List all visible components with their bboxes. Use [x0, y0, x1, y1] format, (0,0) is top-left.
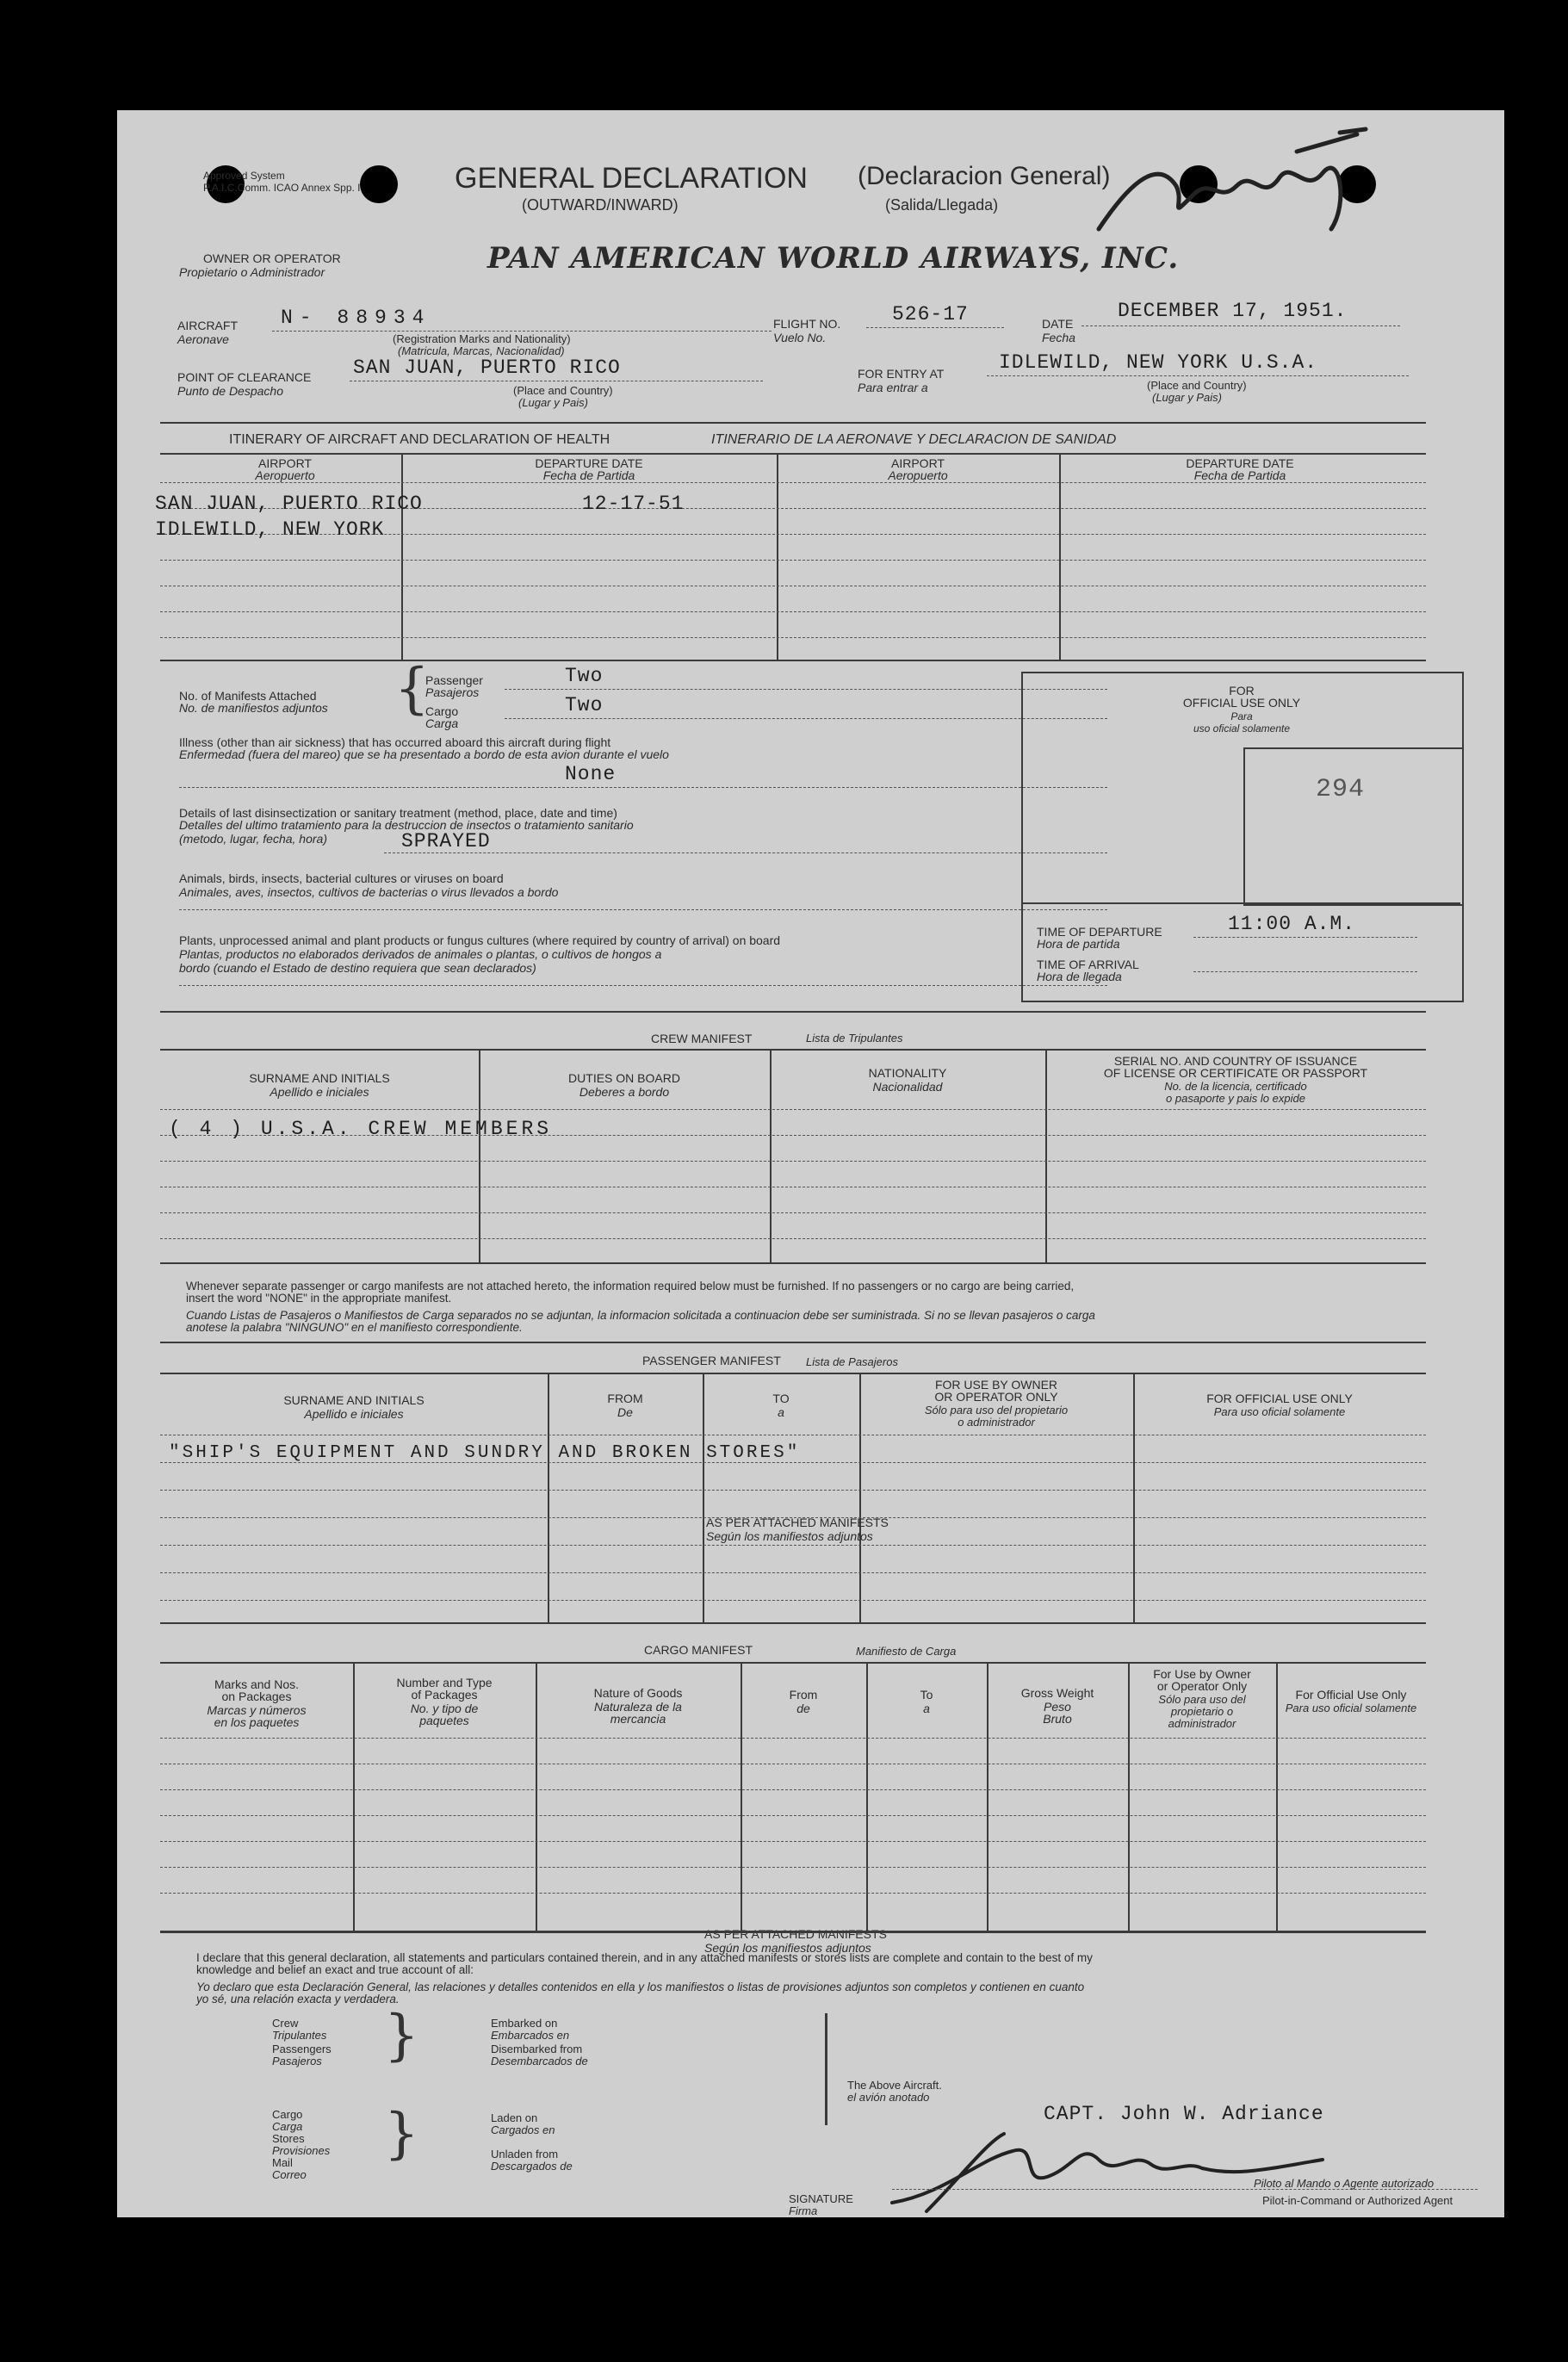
decl-passengers-es: Pasajeros: [272, 2055, 322, 2068]
decl-stores: Stores: [272, 2132, 305, 2145]
notice-text: Whenever separate passenger or cargo manifests are not attached hereto, the information required below must be furnished. If no passengers or no cargo are being carried,: [186, 1280, 1075, 1293]
cargo-attached: AS PER ATTACHED MANIFESTS: [704, 1927, 887, 1941]
clearance-value: SAN JUAN, PUERTO RICO: [353, 356, 621, 379]
decl-disembarked: Disembarked from: [491, 2043, 583, 2055]
cargo-col-weight: Gross Weight: [1020, 1686, 1094, 1700]
departure-label-es: Hora de partida: [1037, 937, 1120, 951]
col-departure-2-es: Fecha de Partida: [1193, 468, 1286, 482]
pax-col-surname-es: Apellido e iniciales: [304, 1407, 404, 1421]
pax-col-official: FOR OFFICIAL USE ONLY: [1206, 1392, 1353, 1405]
flight-label: FLIGHT NO.: [773, 317, 841, 331]
pax-col-to: TO: [772, 1392, 790, 1405]
decl-crew: Crew: [272, 2017, 299, 2030]
pax-attached-es: Según los manifiestos adjuntos: [706, 1529, 873, 1543]
pax-entry: "SHIP'S EQUIPMENT AND SUNDRY AND BROKEN STORES": [169, 1443, 801, 1463]
disinsect-value: SPRAYED: [401, 830, 491, 852]
official-inner-box: [1243, 747, 1464, 906]
brace: }: [384, 2004, 419, 2068]
col-airport-2-es: Aeropuerto: [888, 468, 948, 482]
flight-value: 526-17: [892, 303, 969, 325]
pax-col-official-es: Para uso oficial solamente: [1213, 1405, 1346, 1418]
pax-col-surname: SURNAME AND INITIALS: [283, 1393, 425, 1407]
passenger-label: Passenger: [425, 673, 483, 687]
crew-col-duties: DUTIES ON BOARD: [568, 1071, 680, 1085]
cargo-col-number-es2: paquetes: [419, 1714, 469, 1727]
decl-cargo-es: Carga: [272, 2120, 303, 2133]
crew-col-surname-es: Apellido e iniciales: [270, 1085, 369, 1099]
decl-mail: Mail: [272, 2156, 293, 2169]
aircraft-note: (Registration Marks and Nationality): [393, 332, 571, 345]
decl-embarked-es: Embarcados en: [491, 2029, 570, 2042]
official-label2: OFFICIAL USE ONLY: [1182, 696, 1301, 710]
cargo-attached-es: Según los manifiestos adjuntos: [704, 1941, 871, 1955]
decl-laden: Laden on: [491, 2111, 538, 2124]
illness-value: None: [565, 763, 617, 785]
aircraft-value: N- 88934: [281, 307, 431, 329]
cargo-col-owner: For Use by Owner: [1153, 1667, 1251, 1681]
brace: }: [384, 2102, 419, 2166]
form-subtitle: (OUTWARD/INWARD): [522, 196, 679, 214]
decl-crew-es: Tripulantes: [272, 2029, 327, 2042]
crew-col-duties-es: Deberes a bordo: [579, 1085, 670, 1099]
itinerary-row-airport: IDLEWILD, NEW YORK: [155, 518, 385, 541]
notice-text-es: anotese la palabra "NINGUNO" en el manifiesto correspondiente.: [186, 1321, 523, 1334]
cargo-title-es: Manifiesto de Carga: [856, 1645, 957, 1658]
place-note: (Place and Country): [513, 384, 613, 397]
official-label: FOR: [1229, 684, 1255, 697]
place-note-es: (Lugar y Pais): [518, 396, 588, 409]
entry-place-note-es: (Lugar y Pais): [1152, 391, 1222, 404]
official-stamp: 294: [1316, 775, 1366, 804]
form-title-es: (Declaracion General): [858, 162, 1111, 190]
col-departure: DEPARTURE DATE: [535, 456, 643, 470]
entry-value: IDLEWILD, NEW YORK U.S.A.: [999, 351, 1318, 374]
declaration-text-es: Yo declaro que esta Declaración General, las relaciones y detalles contenidos en ella y los manifiestos o listas de provisiones adjuntos son completos y contienen en cuanto: [196, 1981, 1085, 1993]
col-departure-2: DEPARTURE DATE: [1186, 456, 1294, 470]
cargo-col-number-es: No. y tipo de: [410, 1702, 479, 1715]
declaration-text: I declare that this general declaration, all statements and particulars contained therein, and in any attached manifests or stores lists are complete and contain to the best of my: [196, 1951, 1093, 1964]
cargo-col-weight-es2: Bruto: [1043, 1712, 1072, 1726]
departure-value: 11:00 A.M.: [1228, 913, 1356, 935]
departure-label: TIME OF DEPARTURE: [1037, 925, 1162, 939]
animals-label: Animals, birds, insects, bacterial cultures or viruses on board: [179, 871, 504, 885]
approved-line: Approved System: [203, 170, 285, 182]
punch-hole: [360, 165, 398, 203]
decl-above-aircraft: The Above Aircraft.: [847, 2079, 942, 2092]
entry-label: FOR ENTRY AT: [858, 367, 945, 381]
cargo-col-owner-es3: administrador: [1168, 1717, 1236, 1730]
cargo-col-marks: Marks and Nos.: [214, 1677, 300, 1691]
decl-laden-es: Cargados en: [491, 2123, 555, 2136]
cargo-value: Two: [565, 694, 604, 716]
cargo-col-number2: of Packages: [411, 1688, 478, 1702]
col-airport-2: AIRPORT: [891, 456, 945, 470]
cargo-col-to-es: a: [923, 1702, 930, 1715]
official-label-es2: uso oficial solamente: [1193, 722, 1291, 735]
cargo-title: CARGO MANIFEST: [644, 1643, 753, 1657]
manifests-label: No. of Manifests Attached: [179, 689, 317, 703]
decl-disembarked-es: Desembarcados de: [491, 2055, 588, 2068]
plants-label: Plants, unprocessed animal and plant products or fungus cultures (where required by country of arrival) on board: [179, 933, 781, 947]
owner-value: PAN AMERICAN WORLD AIRWAYS, INC.: [487, 241, 1180, 276]
pax-col-owner: FOR USE BY OWNER: [934, 1378, 1058, 1392]
general-declaration-form: [117, 110, 1504, 2217]
itinerary-title: ITINERARY OF AIRCRAFT AND DECLARATION OF HEALTH: [229, 432, 610, 447]
itinerary-row-airport: SAN JUAN, PUERTO RICO: [155, 493, 423, 515]
crew-col-surname: SURNAME AND INITIALS: [249, 1071, 390, 1085]
date-label-es: Fecha: [1042, 331, 1075, 344]
cargo-col-official-es: Para uso oficial solamente: [1285, 1702, 1417, 1714]
illness-label-es: Enfermedad (fuera del mareo) que se ha presentado a bordo de esta avion durante el vuelo: [179, 747, 669, 761]
agent-label-es: Piloto al Mando o Agente autorizado: [1254, 2177, 1435, 2190]
entry-place-note: (Place and Country): [1147, 379, 1247, 392]
brace: {: [394, 657, 430, 721]
date-label: DATE: [1042, 317, 1074, 331]
clearance-label: POINT OF CLEARANCE: [177, 370, 312, 384]
official-label-es: Para: [1230, 710, 1253, 722]
crew-entry: ( 4 ) U.S.A. CREW MEMBERS: [169, 1118, 553, 1140]
crew-col-serial-es: No. de la licencia, certificado: [1164, 1080, 1307, 1093]
cargo-col-from-es: de: [796, 1702, 810, 1715]
form-subtitle-es: (Salida/Llegada): [885, 196, 999, 214]
plants-label-es: Plantas, productos no elaborados derivados de animales o plantas, o cultivos de hongos a: [179, 947, 662, 961]
cargo-col-owner-es: Sólo para uso del: [1158, 1693, 1246, 1706]
col-airport-es: Aeropuerto: [255, 468, 315, 482]
plants-label-es2: bordo (cuando el Estado de destino requiera que sean declarados): [179, 961, 536, 975]
crew-col-nationality: NATIONALITY: [868, 1066, 947, 1080]
signature-label: SIGNATURE: [789, 2192, 853, 2205]
agent-label: Pilot-in-Command or Authorized Agent: [1262, 2194, 1453, 2207]
owner-label-es: Propietario o Administrador: [179, 265, 325, 279]
passenger-label-es: Pasajeros: [425, 685, 480, 699]
cargo-col-nature-es: Naturaleza de la: [594, 1700, 682, 1714]
declaration-text: knowledge and belief an exact and true account of all:: [196, 1963, 474, 1976]
notice-text: insert the word "NONE" in the appropriate manifest.: [186, 1292, 452, 1305]
decl-above-aircraft-es: el avión anotado: [847, 2091, 930, 2104]
cargo-col-nature-es2: mercancia: [610, 1712, 666, 1726]
pax-attached: AS PER ATTACHED MANIFESTS: [706, 1516, 889, 1529]
passenger-title: PASSENGER MANIFEST: [642, 1354, 781, 1367]
flight-label-es: Vuelo No.: [773, 331, 827, 344]
passenger-value: Two: [565, 665, 604, 687]
cargo-col-official: For Official Use Only: [1295, 1688, 1407, 1702]
date-value: DECEMBER 17, 1951.: [1118, 300, 1348, 322]
captain-name: CAPT. John W. Adriance: [1044, 2103, 1324, 2125]
manifests-label-es: No. de manifiestos adjuntos: [179, 701, 328, 715]
animals-label-es: Animales, aves, insectos, cultivos de bacterias o virus llevados a bordo: [179, 885, 559, 899]
top-signature: [1081, 126, 1391, 246]
decl-stores-es: Provisiones: [272, 2144, 331, 2157]
itinerary-title-es: ITINERARIO DE LA AERONAVE Y DECLARACION DE SANIDAD: [711, 432, 1117, 447]
cargo-col-marks-es: Marcas y números: [207, 1703, 307, 1717]
arrival-label-es: Hora de llegada: [1037, 970, 1122, 983]
crew-col-serial: SERIAL NO. AND COUNTRY OF ISSUANCE: [1113, 1054, 1358, 1068]
cargo-label-es: Carga: [425, 716, 459, 730]
decl-unladen: Unladen from: [491, 2148, 559, 2161]
declaration-text-es: yo sé, una relación exacta y verdadera.: [196, 1993, 400, 2006]
aircraft-label-es: Aeronave: [177, 332, 229, 346]
crew-col-nationality-es: Nacionalidad: [872, 1080, 943, 1094]
notice-text-es: Cuando Listas de Pasajeros o Manifiestos de Carga separados no se adjuntan, la informacion solicitada a continuacion debe ser suministrada. Si no se llevan pasajeros o carga: [186, 1309, 1095, 1322]
cargo-col-marks2: on Packages: [221, 1689, 292, 1703]
approved-line: P.A.I.C.Comm. ICAO Annex Spp. I: [203, 182, 361, 194]
cargo-col-owner-es2: propietario o: [1170, 1705, 1234, 1718]
illness-label: Illness (other than air sickness) that has occurred aboard this aircraft during flight: [179, 735, 611, 749]
pax-col-from-es: De: [617, 1405, 633, 1419]
decl-embarked: Embarked on: [491, 2017, 558, 2030]
crew-title: CREW MANIFEST: [651, 1032, 753, 1045]
crew-col-serial2: OF LICENSE OR CERTIFICATE OR PASSPORT: [1103, 1066, 1368, 1080]
col-departure-es: Fecha de Partida: [542, 468, 635, 482]
cargo-col-nature: Nature of Goods: [593, 1686, 683, 1700]
decl-mail-es: Correo: [272, 2168, 307, 2181]
cargo-col-from: From: [789, 1688, 818, 1702]
owner-label: OWNER OR OPERATOR: [203, 251, 341, 265]
disinsect-label-es2: (metodo, lugar, fecha, hora): [179, 832, 327, 846]
signature-label-es: Firma: [789, 2204, 818, 2217]
itinerary-row-date: 12-17-51: [582, 493, 685, 515]
pax-col-from: FROM: [607, 1392, 643, 1405]
aircraft-note-es: (Matricula, Marcas, Nacionalidad): [398, 344, 565, 357]
entry-label-es: Para entrar a: [858, 381, 928, 394]
disinsect-label-es: Detalles del ultimo tratamiento para la destruccion de insectos o tratamiento sanitario: [179, 818, 634, 832]
decl-passengers: Passengers: [272, 2043, 332, 2055]
pax-col-owner2: OR OPERATOR ONLY: [934, 1390, 1058, 1404]
crew-col-serial-es2: o pasaporte y pais lo expide: [1166, 1092, 1305, 1105]
cargo-col-number: Number and Type: [396, 1676, 493, 1689]
pax-col-owner-es: Sólo para uso del propietario: [924, 1404, 1069, 1417]
clearance-label-es: Punto de Despacho: [177, 384, 283, 398]
crew-title-es: Lista de Tripulantes: [806, 1032, 903, 1045]
aircraft-label: AIRCRAFT: [177, 319, 238, 332]
col-airport: AIRPORT: [258, 456, 312, 470]
form-title: GENERAL DECLARATION: [455, 162, 808, 195]
pax-col-to-es: a: [778, 1405, 784, 1419]
passenger-title-es: Lista de Pasajeros: [806, 1355, 898, 1368]
cargo-col-weight-es: Peso: [1044, 1700, 1071, 1714]
cargo-col-marks-es2: en los paquetes: [214, 1715, 300, 1729]
disinsect-label: Details of last disinsectization or sanitary treatment (method, place, date and time): [179, 806, 617, 820]
arrival-label: TIME OF ARRIVAL: [1037, 958, 1139, 971]
cargo-label: Cargo: [425, 704, 459, 718]
cargo-col-to: To: [920, 1688, 933, 1702]
cargo-col-owner2: or Operator Only: [1156, 1679, 1248, 1693]
decl-cargo: Cargo: [272, 2108, 303, 2121]
pax-col-owner-es2: o administrador: [958, 1416, 1035, 1429]
decl-unladen-es: Descargados de: [491, 2160, 573, 2173]
